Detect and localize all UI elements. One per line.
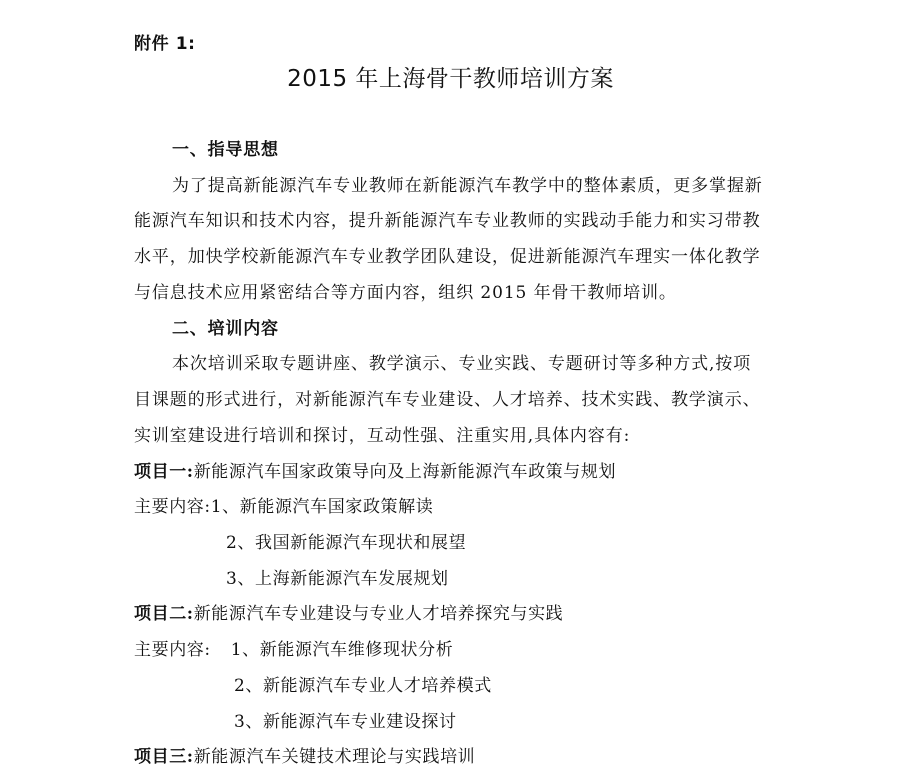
paragraph-line: 实训室建设进行培训和探讨，互动性强、注重实用,具体内容有: <box>134 426 631 446</box>
paragraph-line: 本次培训采取专题讲座、教学演示、专业实践、专题研讨等多种方式,按项 <box>172 354 752 374</box>
document-title: 2015 年上海骨干教师培训方案 <box>287 66 614 92</box>
section-heading-guiding-ideology: 一、指导思想 <box>172 140 279 160</box>
project-1-content-label: 主要内容: <box>134 497 211 517</box>
list-item: 1、新能源汽车国家政策解读 <box>210 497 434 517</box>
project-3-label: 项目三: <box>134 747 194 767</box>
project-3-line <box>134 746 475 768</box>
list-item: 3、新能源汽车专业建设探讨 <box>234 712 457 732</box>
paragraph-line: 与信息技术应用紧密结合等方面内容，组织 2015 年骨干教师培训。 <box>134 283 677 303</box>
project-2-content-label: 主要内容: <box>134 640 211 660</box>
list-item: 2、我国新能源汽车现状和展望 <box>226 533 467 553</box>
paragraph-line: 目课题的形式进行，对新能源汽车专业建设、人才培养、技术实践、教学演示、 <box>134 390 761 410</box>
project-1-label: 项目一: <box>134 462 194 482</box>
annex-label: 附件 1: <box>134 34 196 54</box>
paragraph-line: 水平，加快学校新能源汽车专业教学团队建设，促进新能源汽车理实一体化教学 <box>134 247 761 267</box>
project-1-line <box>134 461 616 483</box>
list-item: 2、新能源汽车专业人才培养模式 <box>234 676 492 696</box>
project-2-content-line <box>134 639 453 661</box>
project-1-title: 新能源汽车国家政策导向及上海新能源汽车政策与规划 <box>193 462 617 482</box>
section-heading-training-content: 二、培训内容 <box>172 319 279 339</box>
project-2-line <box>134 603 563 625</box>
project-3-title: 新能源汽车关键技术理论与实践培训 <box>193 747 476 767</box>
list-item: 1、新能源汽车维修现状分析 <box>230 640 454 660</box>
list-item: 3、上海新能源汽车发展规划 <box>226 569 449 589</box>
paragraph-line: 为了提高新能源汽车专业教师在新能源汽车教学中的整体素质，更多掌握新 <box>172 176 763 196</box>
paragraph-line: 能源汽车知识和技术内容，提升新能源汽车专业教师的实践动手能力和实习带教 <box>134 211 761 231</box>
project-1-content-line <box>134 496 433 518</box>
project-2-label: 项目二: <box>134 604 194 624</box>
project-2-title: 新能源汽车专业建设与专业人才培养探究与实践 <box>193 604 564 624</box>
